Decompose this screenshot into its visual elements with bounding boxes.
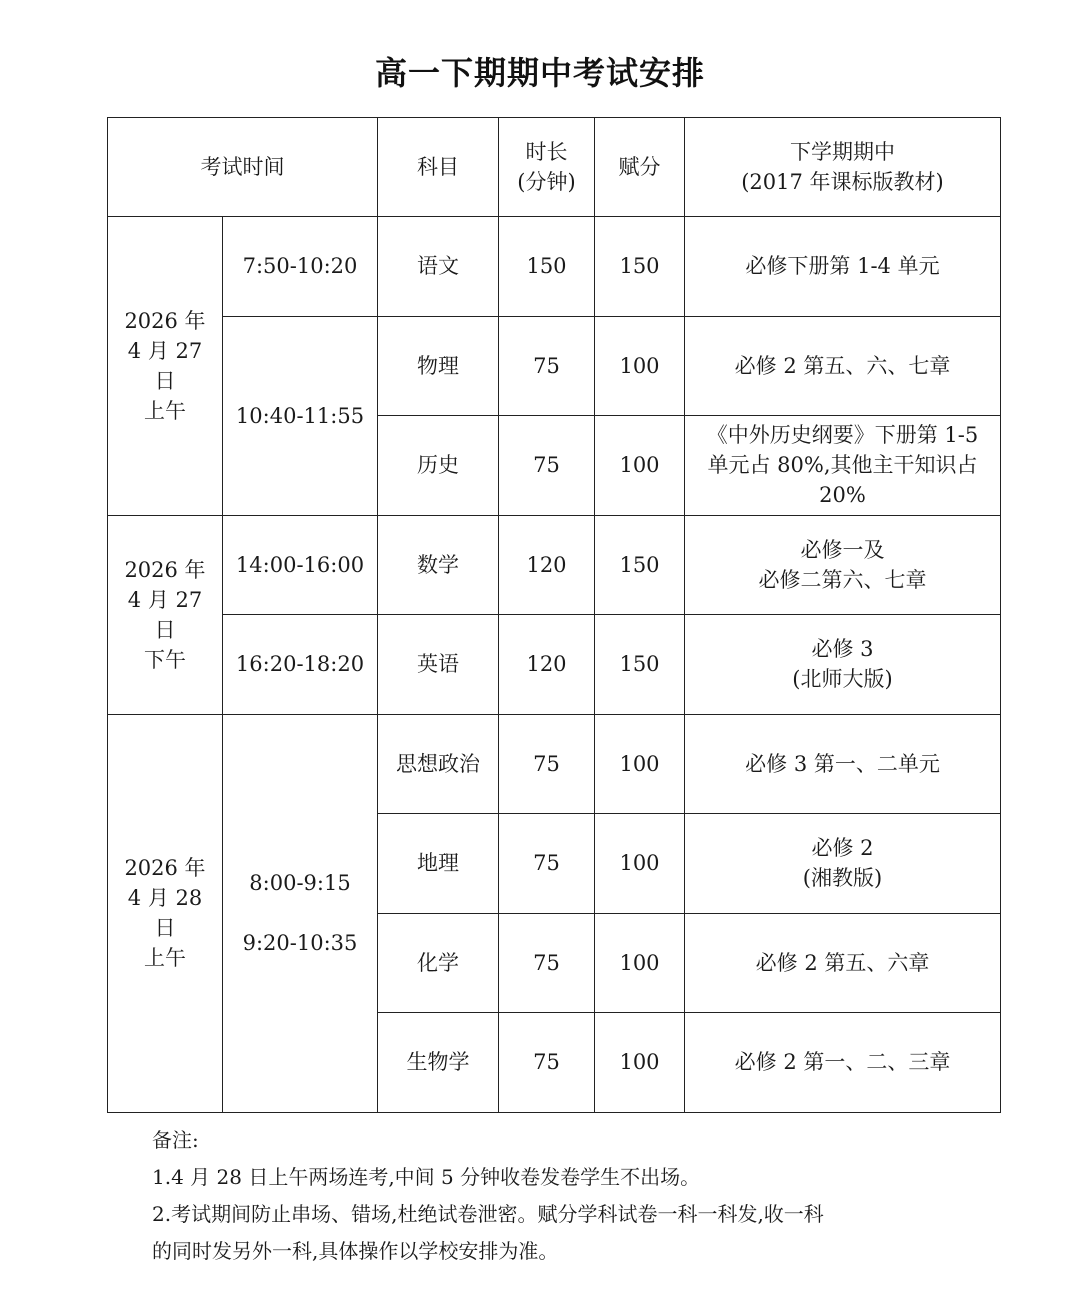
subject-cell: 英语 xyxy=(378,615,499,715)
scope-cell xyxy=(685,316,1001,416)
note-item-2-line2: 的同时发另外一科,具体操作以学校安排为准。 xyxy=(152,1239,559,1263)
duration-cell: 120 xyxy=(499,615,595,715)
table-header-row xyxy=(108,118,1001,217)
duration-cell: 75 xyxy=(499,1013,595,1113)
date-day: 4 月 28 日 xyxy=(127,886,203,940)
time-cell: 14:00-16:00 xyxy=(223,515,378,615)
duration-cell: 75 xyxy=(499,814,595,914)
date-period: 上午 xyxy=(144,398,186,423)
subject-cell: 历史 xyxy=(378,416,499,516)
header-duration-line1: 时长 xyxy=(525,140,568,164)
table-row xyxy=(108,515,1001,615)
scope-line: 20% xyxy=(819,483,866,508)
header-score: 赋分 xyxy=(595,118,685,217)
date-year: 2026 年 xyxy=(124,557,206,582)
scope-line: 必修一及 xyxy=(800,537,885,562)
subject-cell: 生物学 xyxy=(378,1013,499,1113)
scope-line: (北师大版) xyxy=(792,667,893,692)
time-cell xyxy=(223,714,378,1112)
subject-cell: 数学 xyxy=(378,515,499,615)
score-cell: 100 xyxy=(595,814,685,914)
header-exam-time: 考试时间 xyxy=(108,118,378,217)
duration-cell: 75 xyxy=(499,316,595,416)
duration-cell: 75 xyxy=(499,416,595,516)
date-day: 4 月 27 日 xyxy=(127,587,203,642)
duration-cell: 75 xyxy=(499,714,595,814)
scope-line: 必修二第六、七章 xyxy=(758,567,927,592)
table-row xyxy=(108,714,1001,814)
time-cell: 10:40-11:55 xyxy=(223,316,378,515)
table-row xyxy=(108,217,1001,317)
duration-cell: 120 xyxy=(499,515,595,615)
date-year: 2026 年 xyxy=(124,308,206,333)
subject-cell: 地理 xyxy=(378,814,499,914)
subject-cell: 化学 xyxy=(378,913,499,1013)
score-cell: 100 xyxy=(595,714,685,814)
date-period: 下午 xyxy=(144,647,186,672)
scope-cell xyxy=(685,416,1001,516)
scope-cell xyxy=(685,913,1001,1013)
scope-line: 必修 2 第五、六章 xyxy=(755,950,930,975)
scope-line: 必修下册第 1-4 单元 xyxy=(745,254,940,279)
time-line: 8:00-9:15 xyxy=(249,871,351,895)
time-line: 9:20-10:35 xyxy=(242,931,358,955)
header-duration xyxy=(499,118,595,217)
scope-cell xyxy=(685,515,1001,615)
score-cell: 100 xyxy=(595,913,685,1013)
header-duration-line2: (分钟) xyxy=(517,170,576,194)
scope-line: 单元占 80%,其他主干知识占 xyxy=(707,453,978,478)
header-scope xyxy=(685,118,1001,217)
duration-cell: 75 xyxy=(499,913,595,1013)
table-row xyxy=(108,316,1001,416)
page-title: 高一下期期中考试安排 xyxy=(374,54,705,92)
score-cell: 100 xyxy=(595,416,685,516)
score-cell: 150 xyxy=(595,217,685,317)
scope-cell xyxy=(685,814,1001,914)
header-scope-line1: 下学期期中 xyxy=(790,140,895,164)
scope-line: 必修 2 第五、六、七章 xyxy=(734,353,951,378)
time-cell: 7:50-10:20 xyxy=(223,217,378,317)
notes-section xyxy=(152,1122,972,1270)
subject-cell: 语文 xyxy=(378,217,499,317)
subject-cell: 思想政治 xyxy=(378,714,499,814)
scope-cell xyxy=(685,217,1001,317)
date-cell xyxy=(108,714,223,1112)
scope-line: 必修 2 xyxy=(811,836,874,861)
date-cell xyxy=(108,217,223,516)
date-day: 4 月 27 日 xyxy=(127,338,203,393)
scope-line: 必修 3 xyxy=(811,637,874,662)
scope-cell xyxy=(685,1013,1001,1113)
scope-line: 必修 2 第一、二、三章 xyxy=(734,1050,951,1075)
score-cell: 100 xyxy=(595,1013,685,1113)
time-cell: 16:20-18:20 xyxy=(223,615,378,715)
score-cell: 150 xyxy=(595,515,685,615)
scope-cell xyxy=(685,714,1001,814)
header-scope-line2: (2017 年课标版教材) xyxy=(741,170,944,194)
notes-heading: 备注: xyxy=(152,1128,199,1152)
scope-line: (湘教版) xyxy=(802,866,883,891)
scope-line: 《中外历史纲要》下册第 1-5 xyxy=(706,423,979,448)
note-item-2-line1: 2.考试期间防止串场、错场,杜绝试卷泄密。赋分学科试卷一科一科发,收一科 xyxy=(152,1202,824,1226)
scope-cell xyxy=(685,615,1001,715)
duration-cell: 150 xyxy=(499,217,595,317)
date-period: 上午 xyxy=(144,946,186,970)
exam-schedule-table xyxy=(107,117,1001,1113)
date-year: 2026 年 xyxy=(124,856,206,880)
date-cell xyxy=(108,515,223,714)
score-cell: 150 xyxy=(595,615,685,715)
note-item-1: 1.4 月 28 日上午两场连考,中间 5 分钟收卷发卷学生不出场。 xyxy=(152,1165,701,1189)
header-subject: 科目 xyxy=(378,118,499,217)
scope-line: 必修 3 第一、二单元 xyxy=(745,751,940,776)
subject-cell: 物理 xyxy=(378,316,499,416)
table-row xyxy=(108,615,1001,715)
score-cell: 100 xyxy=(595,316,685,416)
